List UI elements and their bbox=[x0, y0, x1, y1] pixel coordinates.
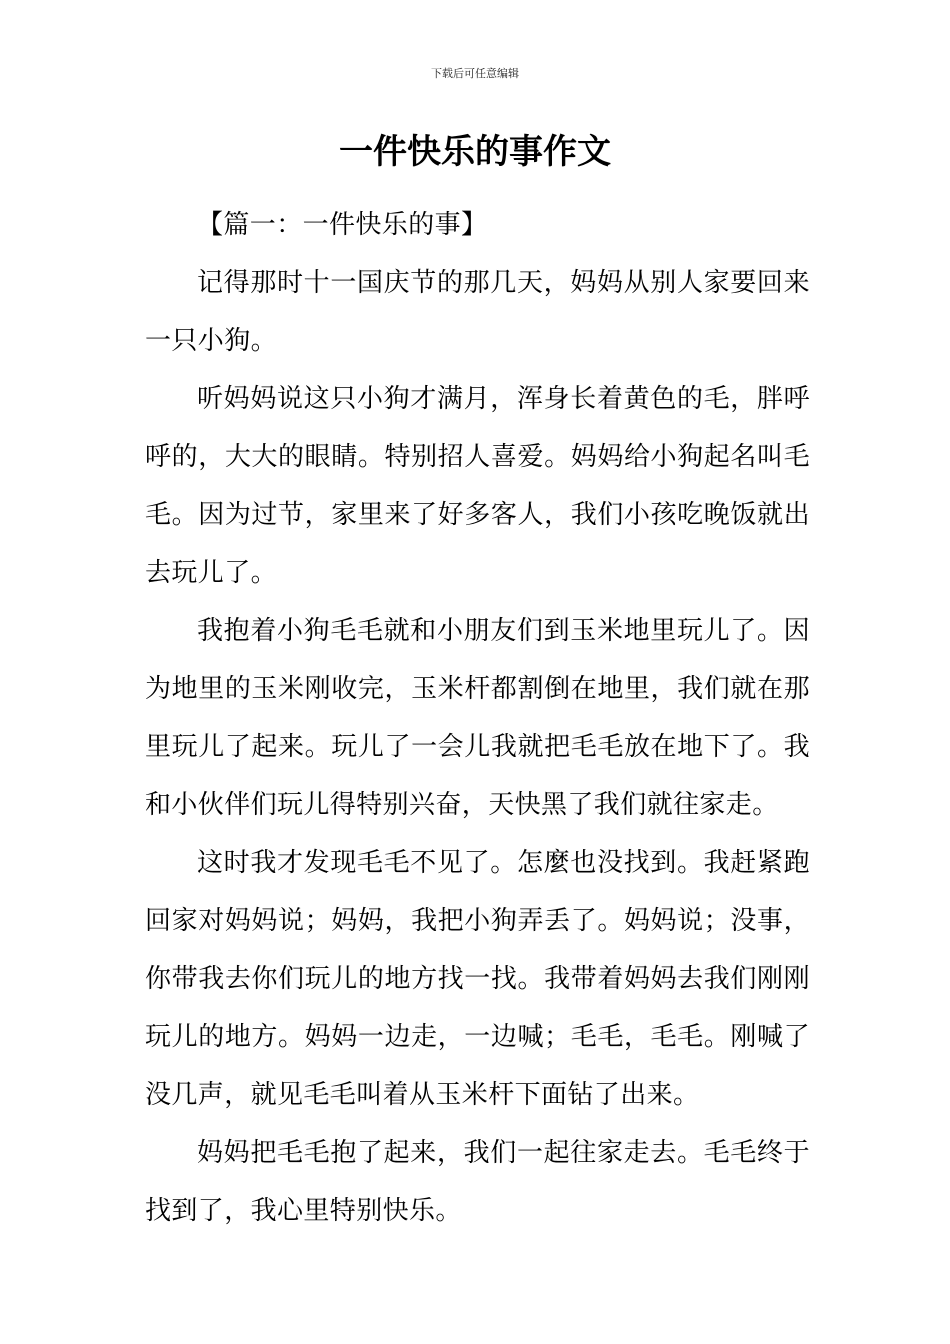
document-title: 一件快乐的事作文 bbox=[339, 132, 611, 172]
paragraph: 妈妈把毛毛抱了起来，我们一起往家走去。毛毛终于找到了，我心里特别快乐。 bbox=[145, 1138, 810, 1226]
document-body bbox=[145, 196, 810, 1240]
section-heading: 【篇一：一件快乐的事】 bbox=[197, 210, 488, 240]
paragraph: 听妈妈说这只小狗才满月，浑身长着黄色的毛，胖呼呼的，大大的眼睛。特别招人喜爱。妈妈给小狗起名叫毛毛。因为过节，家里来了好多客人，我们小孩吃晚饭就出去玩儿了。 bbox=[145, 384, 810, 588]
paragraph: 这时我才发现毛毛不见了。怎麼也没找到。我赶紧跑回家对妈妈说；妈妈，我把小狗弄丢了。妈妈说；没事，你带我去你们玩儿的地方找一找。我带着妈妈去我们刚刚玩儿的地方。妈妈一边走，一边喊；毛毛，毛毛。刚喊了没几声，就见毛毛叫着从玉米杆下面钻了出来。 bbox=[145, 848, 810, 1110]
paragraph: 我抱着小狗毛毛就和小朋友们到玉米地里玩儿了。因为地里的玉米刚收完，玉米杆都割倒在地里，我们就在那里玩儿了起来。玩儿了一会儿我就把毛毛放在地下了。我和小伙伴们玩儿得特别兴奋，天快黑了我们就往家走。 bbox=[145, 616, 810, 820]
header-note: 下载后可任意编辑 bbox=[431, 67, 519, 80]
paragraph: 记得那时十一国庆节的那几天，妈妈从别人家要回来一只小狗。 bbox=[145, 268, 810, 356]
